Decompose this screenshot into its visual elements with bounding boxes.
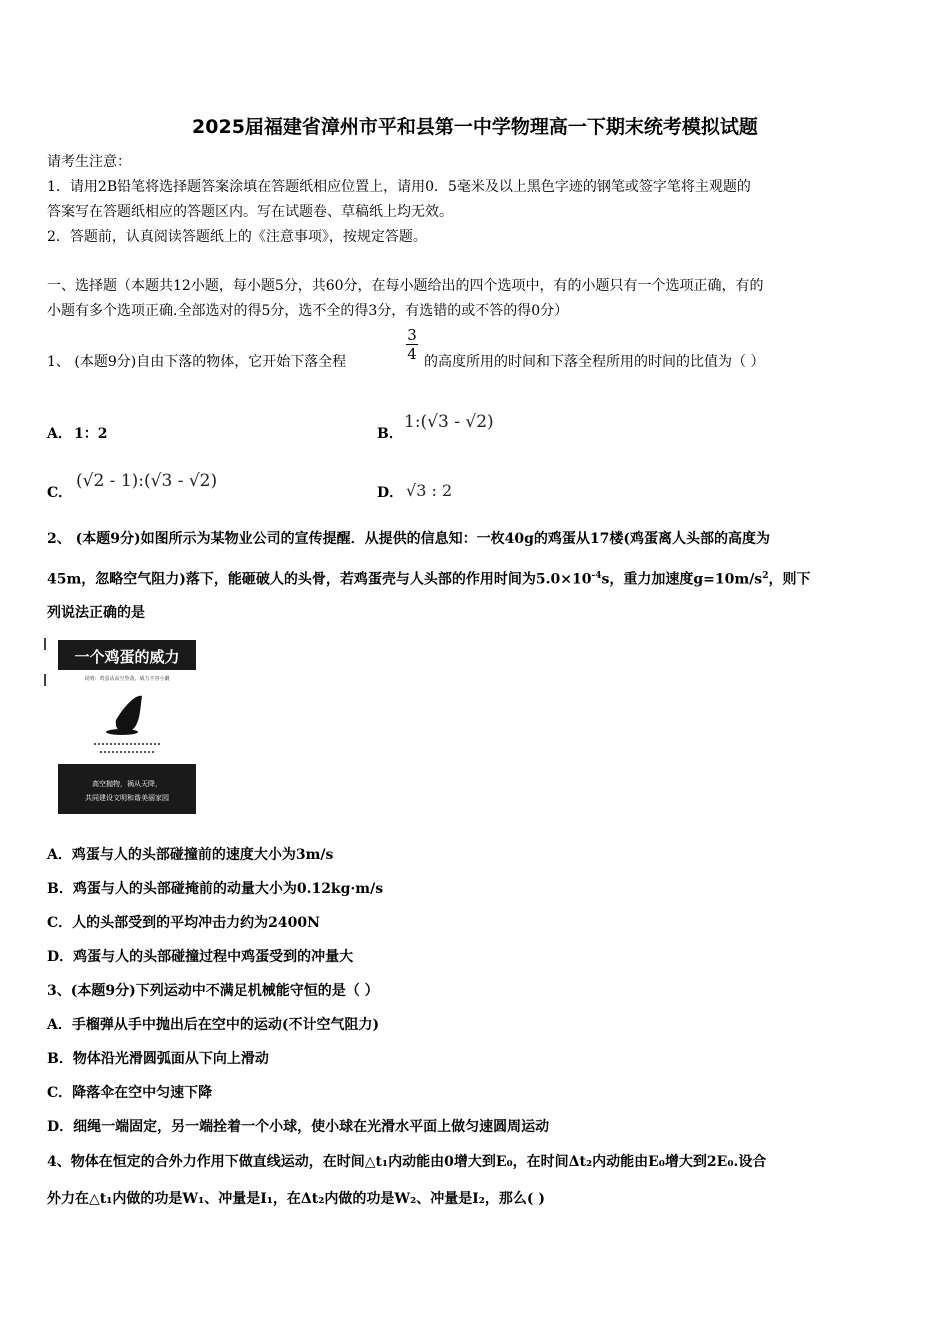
section-heading-line-1: 一、选择题（本题共12小题，每小题5分，共60分，在每小题给出的四个选项中，有的小题只有一个选项正确，有的 (47, 278, 764, 294)
poster-title: 一个鸡蛋的威力 (74, 648, 180, 666)
q1-option-c-label: C． (47, 485, 73, 501)
q1-fraction-denominator: 4 (407, 345, 417, 363)
q1-fraction (403, 326, 421, 363)
poster-footer-1: 高空抛物，祸从天降， (92, 780, 162, 788)
q1-stem-suffix: 的高度所用的时间和下落全程所用的时间的比值为（ ） (424, 354, 765, 370)
q2-option-a: A．鸡蛋与人的头部碰撞前的速度大小为3m/s (47, 847, 334, 863)
q1-option-b-label: B． (377, 426, 403, 442)
q3-option-a: A．手榴弹从手中抛出后在空中的运动(不计空气阻力) (47, 1017, 380, 1033)
q2-stem-line-1: 2、 (本题9分)如图所示为某物业公司的宣传提醒．从提供的信息知：一枚40g的鸡蛋从17楼(鸡蛋离人头部的高度为 (47, 531, 770, 547)
q4-stem-line-2: 外力在△t₁内做的功是W₁、冲量是I₁，在Δt₂内做的功是W₂、冲量是I₂，那么( ) (47, 1191, 546, 1207)
notice-line-1b: 答案写在答题纸相应的答题区内。写在试题卷、草稿纸上均无效。 (47, 204, 453, 220)
q3-option-b: B．物体沿光滑圆弧面从下向上滑动 (47, 1051, 269, 1067)
q1-stem-prefix: 1、 (本题9分)自由下落的物体，它开始下落全程 (47, 354, 347, 370)
q3-stem: 3、(本题9分)下列运动中不满足机械能守恒的是（ ） (47, 983, 379, 999)
q1-option-b-math: 1:(√3 - √2) (404, 412, 494, 432)
q2-stem-line-2: 45m，忽略空气阻力)落下，能砸破人的头骨，若鸡蛋壳与人头部的作用时间为$5.0\times 10^{-4}s$，重力加速度$g=10m/s^2$，则下 (47, 571, 811, 588)
poster-caption: 说明：鸡蛋从高空坠落，威力不容小觑 (84, 676, 170, 682)
q3-option-c: C．降落伞在空中匀速下降 (47, 1085, 213, 1101)
q1-option-c-math: (√2 - 1):(√3 - √2) (76, 471, 218, 491)
poster-graphic (44, 636, 196, 818)
q3-option-d: D．细绳一端固定，另一端拴着一个小球，使小球在光滑水平面上做匀速圆周运动 (47, 1119, 550, 1135)
q1-option-a-text: 1：2 (74, 426, 108, 442)
poster-footer-2: 共同建设文明和谐美丽家园 (85, 794, 169, 802)
notice-line-1: 1．请用2B铅笔将选择题答案涂填在答题纸相应位置上，请用0．5毫米及以上黑色字迹的钢笔或签字笔将主观题的 (47, 179, 751, 195)
q2-poster-image (44, 636, 196, 818)
notice-heading: 请考生注意： (47, 154, 131, 170)
page-title: 2025届福建省漳州市平和县第一中学物理高一下期末统考模拟试题 (192, 116, 758, 138)
q1-option-d-math: √3 : 2 (406, 481, 453, 500)
q2-option-b: B．鸡蛋与人的头部碰掩前的动量大小为0.12kg·m/s (47, 881, 384, 897)
q1-option-d-label: D． (377, 485, 404, 501)
notice-line-2: 2．答题前，认真阅读答题纸上的《注意事项》，按规定答题。 (47, 229, 427, 245)
q4-stem-line-1: 4、物体在恒定的合外力作用下做直线运动，在时间△t₁内动能由0增大到E₀，在时间Δt₂内动能由E₀增大到2E₀.设合 (47, 1154, 767, 1170)
q2-option-d: D．鸡蛋与人的头部碰撞过程中鸡蛋受到的冲量大 (47, 949, 354, 965)
q1-option-a-label: A． (47, 426, 72, 442)
q2-option-c: C．人的头部受到的平均冲击力约为2400N (47, 915, 320, 931)
section-heading-line-2: 小题有多个选项正确.全部选对的得5分，选不全的得3分，有选错的或不答的得0分） (47, 303, 569, 319)
q1-fraction-numerator: 3 (407, 326, 417, 344)
q2-stem-line-3: 列说法正确的是 (47, 605, 145, 621)
